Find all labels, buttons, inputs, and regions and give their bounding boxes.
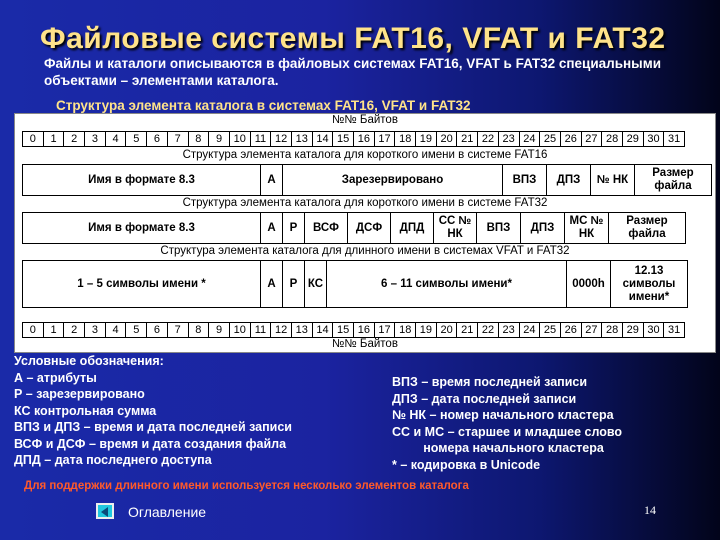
byte-number-cell: 23	[498, 131, 520, 147]
cell-nk: № НК	[590, 164, 635, 196]
byte-number-cell: 31	[663, 131, 685, 147]
byte-number-cell: 3	[84, 322, 106, 338]
byte-number-cell: 15	[332, 131, 354, 147]
byte-number-cell: 4	[105, 322, 127, 338]
slide-title: Файловые системы FAT16, VFAT и FAT32	[40, 22, 666, 55]
byte-number-cell: 28	[601, 131, 623, 147]
back-arrow-icon[interactable]	[96, 503, 114, 519]
cell-ms-nk: МС № НК	[564, 212, 609, 244]
cell-res: Р	[282, 212, 305, 244]
legend-title: Условные обозначения:	[14, 354, 164, 368]
byte-number-cell: 16	[353, 322, 375, 338]
cell-attr: А	[260, 212, 283, 244]
byte-number-cell: 2	[63, 322, 85, 338]
byte-number-cell: 28	[601, 322, 623, 338]
byte-number-cell: 24	[519, 131, 541, 147]
legend-item: ДПЗ – дата последней записи	[392, 391, 577, 406]
legend-right	[392, 374, 622, 473]
byte-number-cell: 10	[229, 131, 251, 147]
byte-number-cell: 2	[63, 131, 85, 147]
byte-number-cell: 17	[374, 322, 396, 338]
byte-number-cell: 12	[270, 131, 292, 147]
legend-item: ВПЗ и ДПЗ – время и дата последней записи	[14, 420, 292, 434]
byte-number-cell: 6	[146, 131, 168, 147]
cell-attr: А	[260, 164, 283, 196]
cell-checksum: КС	[304, 260, 327, 308]
byte-number-cell: 23	[498, 322, 520, 338]
legend-item: СС и МС – старшее и младшее слово	[392, 424, 623, 439]
cell-res: Р	[282, 260, 305, 308]
caption-fat32: Структура элемента каталога для короткого имени в системе FAT32	[182, 197, 548, 209]
cell-dsf: ДСФ	[347, 212, 391, 244]
cell-dpd: ДПД	[390, 212, 434, 244]
byte-number-cell: 20	[436, 322, 458, 338]
byte-number-cell: 24	[519, 322, 541, 338]
byte-number-cell: 11	[250, 322, 272, 338]
byte-number-cell: 3	[84, 131, 106, 147]
caption-long-name: Структура элемента каталога для длинного имени в системах VFAT и FAT32	[160, 245, 570, 257]
byte-number-cell: 0	[22, 131, 44, 147]
legend-item: ДПД – дата последнего доступа	[14, 453, 212, 467]
byte-number-cell: 21	[456, 131, 478, 147]
byte-number-cell: 26	[560, 322, 582, 338]
page-number: 14	[644, 503, 656, 517]
legend-item: КС контрольная сумма	[14, 403, 157, 418]
byte-number-cell: 8	[188, 131, 210, 147]
byte-number-cell: 6	[146, 322, 168, 338]
byte-number-cell: 20	[436, 131, 458, 147]
byte-number-cell: 22	[477, 322, 499, 338]
legend-item: № НК – номер начального кластера	[392, 408, 614, 422]
section-subtitle: Структура элемента каталога в системах FAT16, VFAT и FAT32	[56, 98, 471, 113]
byte-number-cell: 19	[415, 131, 437, 147]
cell-ss-nk: СС № НК	[433, 212, 477, 244]
legend-left	[14, 353, 292, 469]
legend-item: Р – зарезервировано	[14, 387, 145, 401]
intro-text: Файлы и каталоги описываются в файловых системах FAT16, VFAT ь FAT32 специальными объектами – элементами каталога.	[44, 56, 661, 88]
byte-number-cell: 30	[643, 322, 665, 338]
legend-item: ВСФ и ДСФ – время и дата создания файла	[14, 436, 287, 451]
byte-number-cell: 13	[291, 131, 313, 147]
directory-entry-diagram	[14, 113, 716, 353]
byte-number-cell: 7	[167, 131, 189, 147]
long-name-note: Для поддержки длинного имени используется несколько элементов каталога	[24, 480, 469, 492]
byte-number-cell: 27	[581, 131, 603, 147]
row-fat32-short	[23, 212, 686, 244]
byte-number-cell: 17	[374, 131, 396, 147]
byte-number-cell: 10	[229, 322, 251, 338]
toc-link[interactable]: Оглавление	[128, 504, 207, 520]
legend-item: * – кодировка в Unicode	[392, 457, 541, 472]
byte-number-cell: 14	[312, 131, 334, 147]
cell-vsf: ВСФ	[304, 212, 348, 244]
cell-reserved: Зарезервировано	[282, 164, 503, 196]
byte-number-cell: 1	[43, 322, 65, 338]
row-long-name	[23, 260, 688, 308]
byte-number-cell: 11	[250, 131, 272, 147]
byte-number-cell: 19	[415, 322, 437, 338]
caption-fat16: Структура элемента каталога для короткого имени в системе FAT16	[182, 149, 548, 161]
byte-number-cell: 16	[353, 131, 375, 147]
bytes-label-bottom: №№ Байтов	[332, 338, 398, 350]
legend-item: А – атрибуты	[14, 370, 97, 385]
byte-number-cell: 18	[394, 322, 416, 338]
byte-number-cell: 7	[167, 322, 189, 338]
byte-number-cell: 8	[188, 322, 210, 338]
byte-number-cell: 5	[125, 322, 147, 338]
byte-number-cell: 25	[539, 131, 561, 147]
byte-number-cell: 29	[622, 131, 644, 147]
byte-number-cell: 14	[312, 322, 334, 338]
byte-number-cell: 25	[539, 322, 561, 338]
cell-size: Размер файла	[634, 164, 712, 196]
cell-vpz: ВПЗ	[502, 164, 547, 196]
byte-number-cell: 26	[560, 131, 582, 147]
byte-number-row-bottom	[23, 322, 685, 338]
byte-number-row-top	[23, 131, 685, 147]
byte-number-cell: 30	[643, 131, 665, 147]
row-fat16-short	[23, 164, 712, 196]
byte-number-cell: 9	[208, 131, 230, 147]
byte-number-cell: 4	[105, 131, 127, 147]
byte-number-cell: 13	[291, 322, 313, 338]
cell-dpz: ДПЗ	[546, 164, 591, 196]
byte-number-cell: 29	[622, 322, 644, 338]
byte-number-cell: 18	[394, 131, 416, 147]
byte-number-cell: 15	[332, 322, 354, 338]
byte-number-cell: 22	[477, 131, 499, 147]
cell-attr: А	[260, 260, 283, 308]
byte-number-cell: 1	[43, 131, 65, 147]
cell-chars-12-13: 12.13 символы имени*	[610, 260, 688, 308]
byte-number-cell: 27	[581, 322, 603, 338]
cell-name83: Имя в формате 8.3	[22, 164, 261, 196]
byte-number-cell: 31	[663, 322, 685, 338]
legend-item: номера начального кластера	[392, 441, 604, 455]
cell-size: Размер файла	[608, 212, 686, 244]
cell-chars-1-5: 1 – 5 символы имени *	[22, 260, 261, 308]
cell-chars-6-11: 6 – 11 символы имени*	[326, 260, 567, 308]
byte-number-cell: 9	[208, 322, 230, 338]
byte-number-cell: 12	[270, 322, 292, 338]
cell-name83: Имя в формате 8.3	[22, 212, 261, 244]
byte-number-cell: 5	[125, 131, 147, 147]
cell-dpz: ДПЗ	[520, 212, 565, 244]
cell-zero: 0000h	[566, 260, 611, 308]
byte-number-cell: 21	[456, 322, 478, 338]
bytes-label-top: №№ Байтов	[332, 114, 398, 126]
byte-number-cell: 0	[22, 322, 44, 338]
cell-vpz: ВПЗ	[476, 212, 521, 244]
legend-item: ВПЗ – время последней записи	[392, 375, 588, 389]
